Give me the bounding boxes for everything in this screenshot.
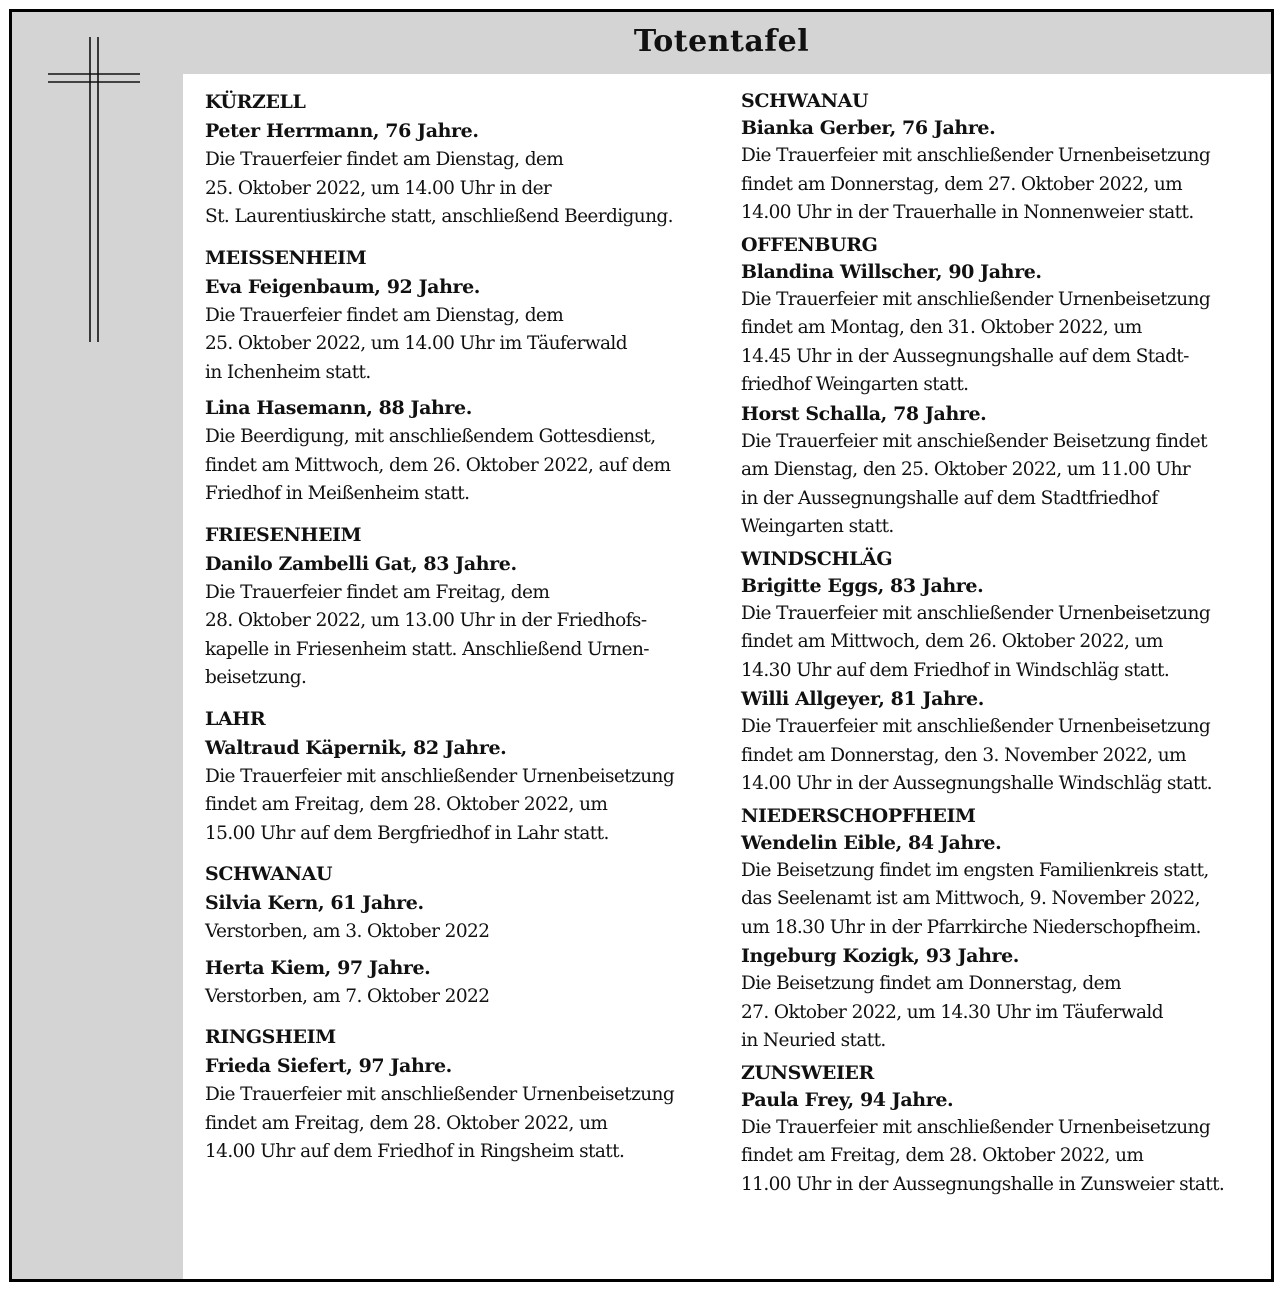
deceased-name: Lina Hasemann, 88 Jahre. [205,397,472,419]
deceased-name: Ingeburg Kozigk, 93 Jahre. [741,945,1020,967]
column-left [205,88,715,1179]
service-details: Die Trauerfeier mit anschließender Urnenbeisetzung findet am Freitag, dem 28. Oktober 2022, um 15.00 Uhr auf dem Bergfriedhof in Lahr statt. [205,765,675,844]
obituary-entry [741,942,1261,1056]
service-details: Die Trauerfeier mit anschließender Urnenbeisetzung findet am Montag, den 31. Oktober 2022, um 14.45 Uhr in der Aussegnungshalle auf dem Stadt- friedhof Weingarten statt. [741,288,1211,395]
place-section [205,521,715,693]
deceased-name: Frieda Siefert, 97 Jahre. [205,1055,452,1077]
service-details: Die Trauerfeier findet am Dienstag, dem 25. Oktober 2022, um 14.00 Uhr in der St. Laurentiuskirche statt, anschließend Beerdigung. [205,149,673,227]
service-details: Die Trauerfeier mit anschließender Urnenbeisetzung findet am Donnerstag, dem 27. Oktober 2022, um 14.00 Uhr in der Trauerhalle in Nonnenweier statt. [741,145,1211,223]
deceased-name: Willi Allgeyer, 81 Jahre. [741,688,984,710]
deceased-name: Horst Schalla, 78 Jahre. [741,402,987,425]
place-section [205,705,715,849]
deceased-name: Peter Herrmann, 76 Jahre. [205,120,479,142]
deceased-name: Eva Feigenbaum, 92 Jahre. [205,275,481,298]
cross-icon [48,37,140,342]
obituary-entry [205,116,715,232]
service-details: Verstorben, am 7. Oktober 2022 [205,985,490,1007]
place-section [741,1060,1261,1200]
place-section [741,803,1261,1056]
place-section [205,244,715,509]
obituary-entry [741,258,1261,400]
place-heading: LAHR [205,707,266,730]
service-details: Die Trauerfeier findet am Freitag, dem 28. Oktober 2022, um 13.00 Uhr in der Friedhofs- kapelle in Friesenheim statt. Anschließend Urnen- beisetzung. [205,581,649,688]
service-details: Die Trauerfeier mit anschließender Urnenbeisetzung findet am Donnerstag, den 3. November 2022, um 14.00 Uhr in der Aussegnungshalle Windschläg statt. [741,716,1212,794]
place-heading: SCHWANAU [205,863,333,885]
deceased-name: Bianka Gerber, 76 Jahre. [741,117,996,139]
place-section [205,1023,715,1167]
deceased-name: Blandina Willscher, 90 Jahre. [741,260,1042,283]
obituary-entry [741,114,1261,228]
obituary-entry [205,733,715,849]
service-details: Die Beisetzung findet im engsten Familienkreis statt, das Seelenamt ist am Mittwoch, 9. November 2022, um 18.30 Uhr in der Pfarrkirche Niederschopfheim. [741,859,1209,938]
place-heading: OFFENBURG [741,233,878,256]
place-section [741,546,1261,799]
place-heading: SCHWANAU [741,90,869,112]
obituary-entry [741,572,1261,686]
obituary-entry [205,272,715,388]
obituary-entry [205,393,715,509]
deceased-name: Waltraud Käpernik, 82 Jahre. [205,736,507,759]
obituary-entry [741,685,1261,799]
obituary-entry [205,549,715,693]
service-details: Die Beisetzung findet am Donnerstag, dem 27. Oktober 2022, um 14.30 Uhr im Täuferwald in Neuried statt. [741,973,1163,1051]
place-section [741,232,1261,542]
obituary-entry [741,829,1261,943]
obituary-entry [205,1051,715,1167]
deceased-name: Herta Kiem, 97 Jahre. [205,956,431,979]
service-details: Verstorben, am 3. Oktober 2022 [205,921,490,942]
column-right [741,88,1261,1203]
service-details: Die Trauerfeier mit anschließender Urnenbeisetzung findet am Freitag, dem 28. Oktober 2022, um 11.00 Uhr in der Aussegnungshalle in Zunsweier statt. [741,1116,1225,1195]
place-section [205,860,715,1011]
place-section [741,88,1261,228]
service-details: Die Trauerfeier mit anschließender Urnenbeisetzung findet am Freitag, dem 28. Oktober 2022, um 14.00 Uhr auf dem Friedhof in Ringsheim statt. [205,1084,675,1162]
deceased-name: Wendelin Eible, 84 Jahre. [741,831,1002,854]
deceased-name: Silvia Kern, 61 Jahre. [205,892,424,914]
obituary-list [183,74,1271,1279]
place-heading: RINGSHEIM [205,1026,336,1048]
service-details: Die Trauerfeier mit anschießender Beisetzung findet am Dienstag, den 25. Oktober 2022, um 11.00 Uhr in der Aussegnungshalle auf dem Stadtfriedhof Weingarten statt. [741,430,1207,537]
place-heading: MEISSENHEIM [205,246,367,269]
place-heading: WINDSCHLÄG [741,547,893,570]
obituary-entry [205,953,715,1012]
deceased-name: Paula Frey, 94 Jahre. [741,1088,954,1111]
obituary-entry [741,400,1261,542]
deceased-name: Brigitte Eggs, 83 Jahre. [741,574,984,597]
place-heading: KÜRZELL [205,91,306,113]
service-details: Die Trauerfeier findet am Dienstag, dem 25. Oktober 2022, um 14.00 Uhr im Täuferwald in Ichenheim statt. [205,304,627,383]
deceased-name: Danilo Zambelli Gat, 83 Jahre. [205,552,517,575]
service-details: Die Beerdigung, mit anschließendem Gottesdienst, findet am Mittwoch, dem 26. Oktober 2022, auf dem Friedhof in Meißenheim statt. [205,426,671,504]
obituary-panel [9,9,1274,1282]
place-heading: NIEDERSCHOPFHEIM [741,804,976,827]
place-heading: ZUNSWEIER [741,1061,874,1084]
service-details: Die Trauerfeier mit anschließender Urnenbeisetzung findet am Mittwoch, dem 26. Oktober 2022, um 14.30 Uhr auf dem Friedhof in Windschläg statt. [741,602,1211,681]
place-section [205,88,715,232]
place-heading: FRIESENHEIM [205,523,362,546]
obituary-entry [741,1086,1261,1200]
obituary-entry [205,888,715,947]
page-title: Totentafel [633,24,810,59]
